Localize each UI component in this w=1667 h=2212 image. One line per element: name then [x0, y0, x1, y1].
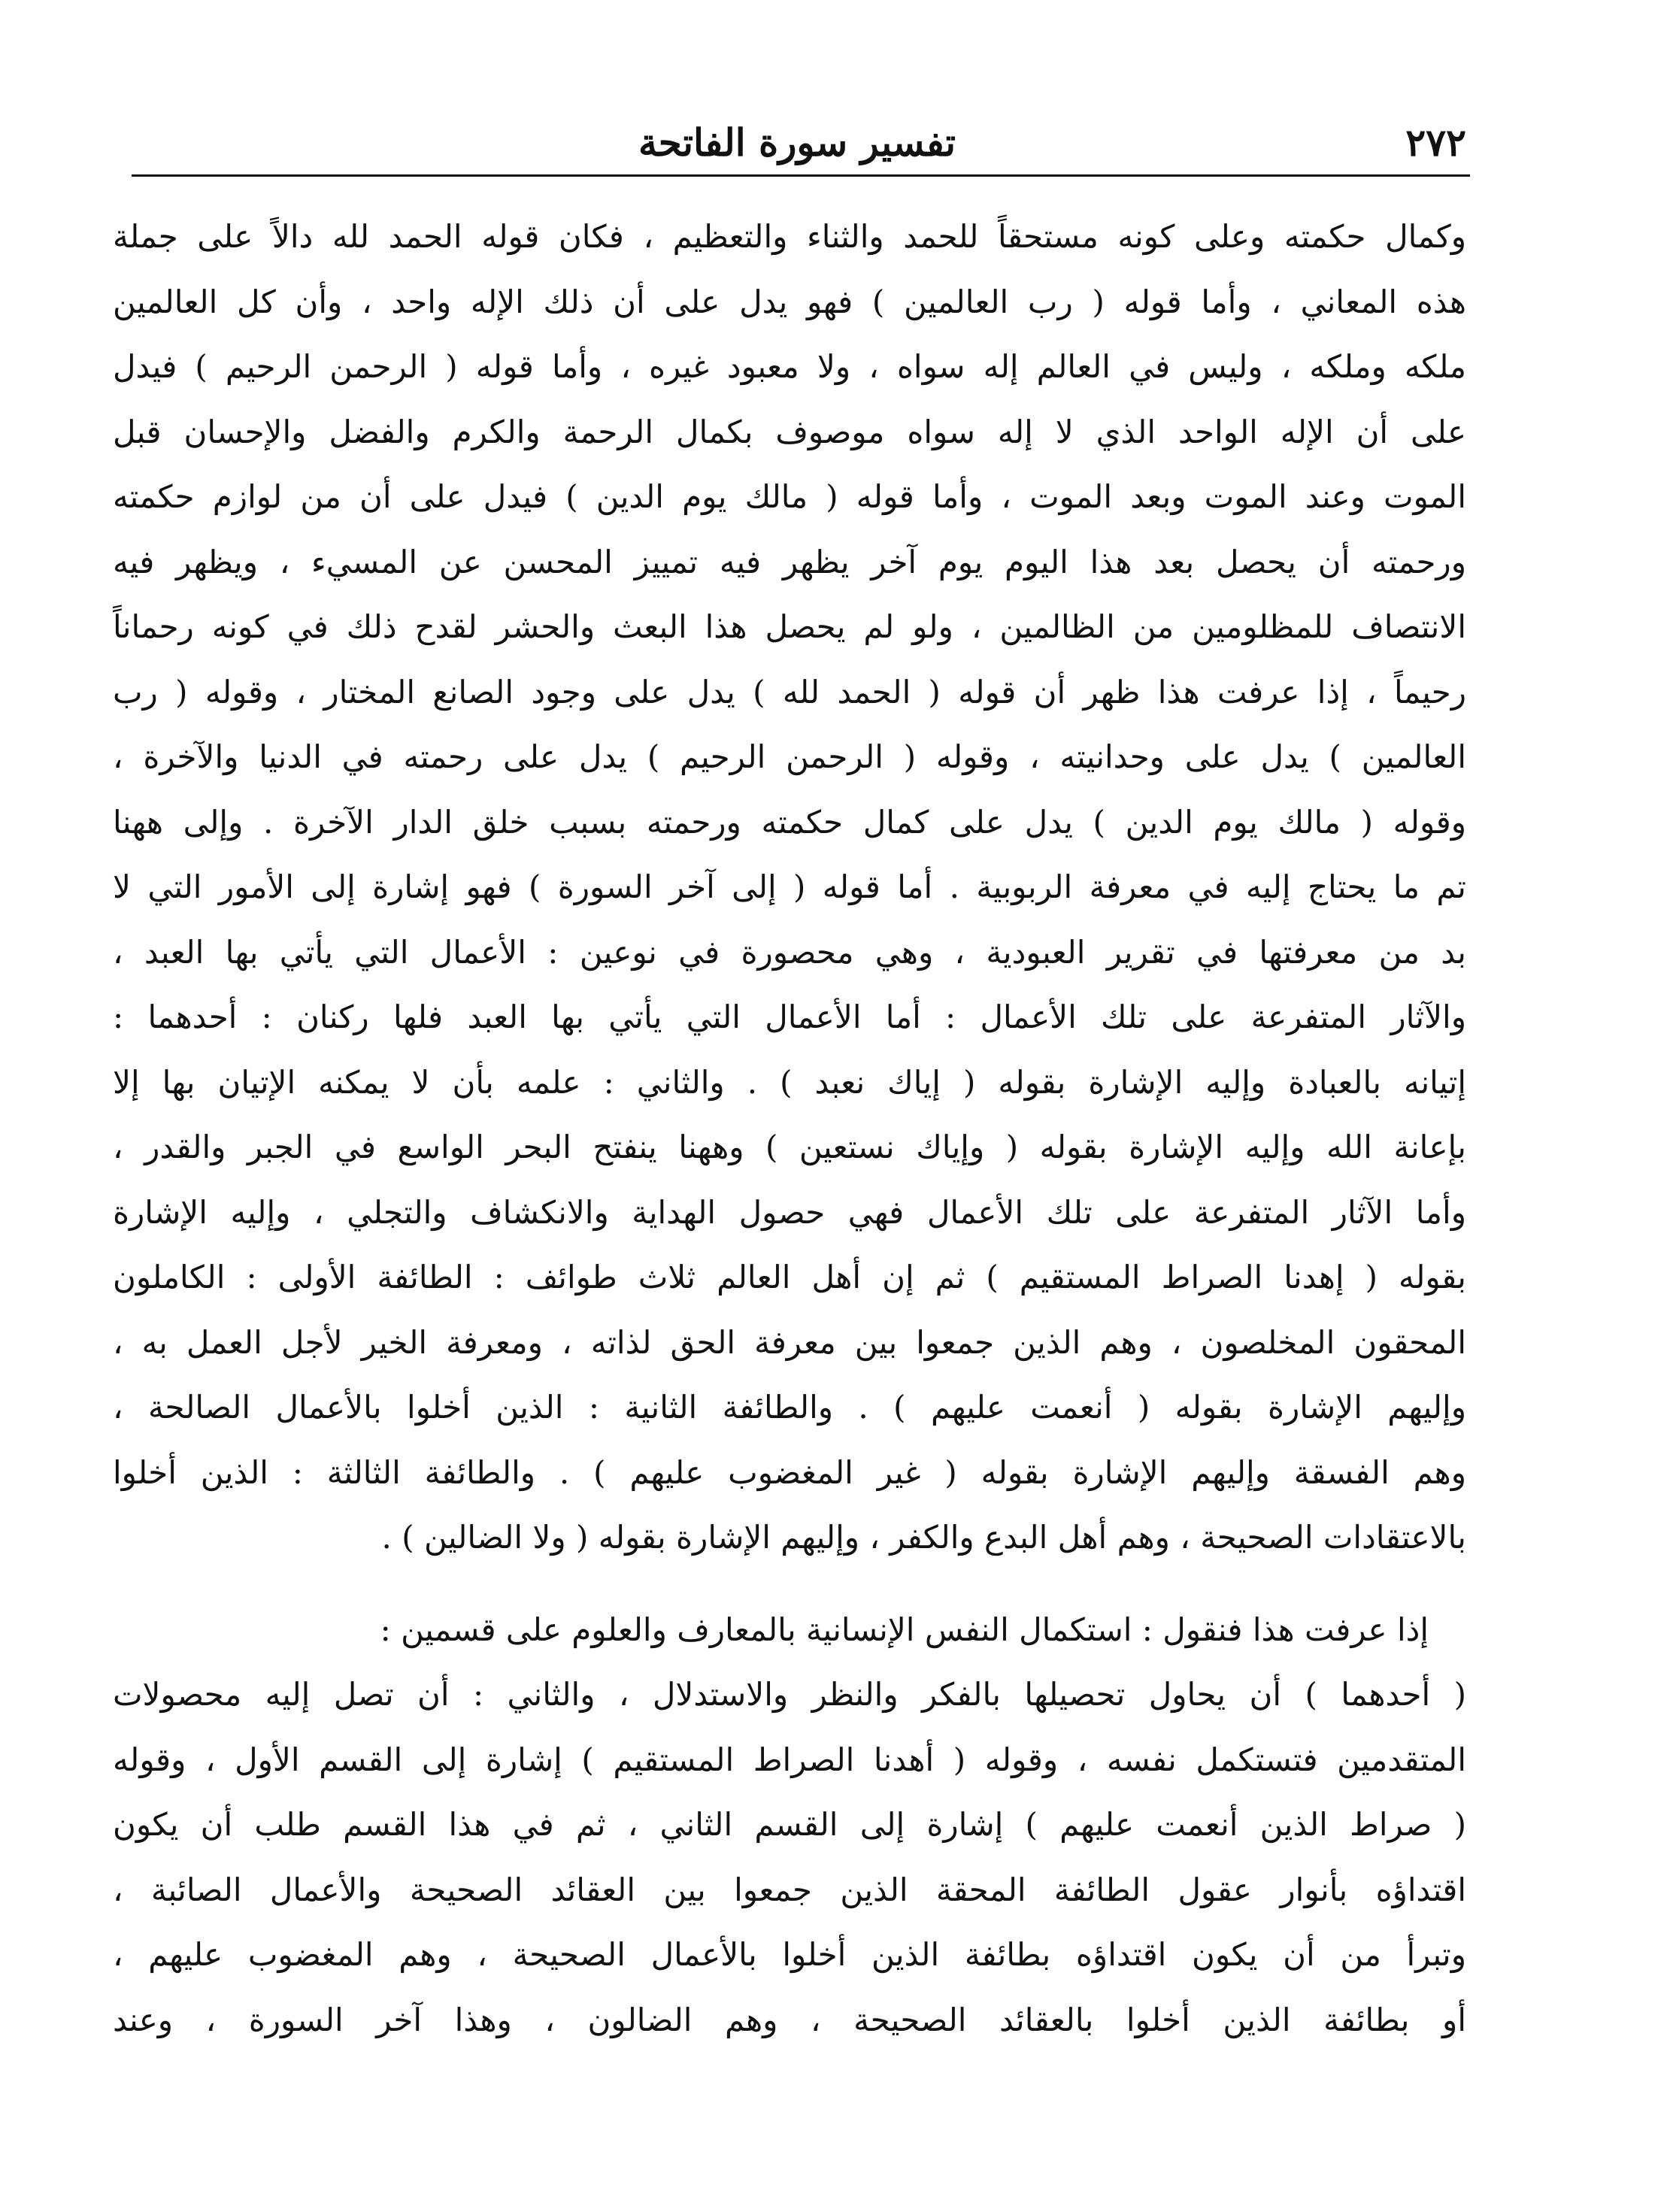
paragraph-gap — [113, 1571, 1466, 1598]
text-line: وقوله ( مالك يوم الدين ) يدل على كمال حكمته ورحمته بسبب خلق الدار الآخرة . وإلى ههنا — [113, 803, 1466, 841]
text-line: بقوله ( إهدنا الصراط المستقيم ) ثم إن أهل العالم ثلاث طوائف : الطائفة الأولى : الكاملون — [113, 1259, 1466, 1295]
text-line: والآثار المتفرعة على تلك الأعمال : أما الأعمال التي يأتي بها العبد فلها ركنان : أحدهما : — [113, 998, 1466, 1035]
page-number: ٢٧٢ — [1405, 120, 1466, 165]
text-line: وهم الفسقة وإليهم الإشارة بقوله ( غير المغضوب عليهم ) . والطائفة الثالثة : الذين أخلوا — [113, 1453, 1466, 1491]
header-rule — [132, 174, 1470, 177]
text-line: بإعانة الله وإليه الإشارة بقوله ( وإياك نستعين ) وههنا ينفتح البحر الواسع في الجبر والقدر ، — [113, 1129, 1466, 1165]
text-line: الموت وعند الموت وبعد الموت ، وأما قوله ( مالك يوم الدين ) فيدل على أن من لوازم حكمته — [113, 478, 1466, 515]
text-line: ( أحدهما ) أن يحاول تحصيلها بالفكر والنظر والاستدلال ، والثاني : أن تصل إليه محصولات — [113, 1676, 1466, 1713]
text-line: بد من معرفتها في تقرير العبودية ، وهي محصورة في نوعين : الأعمال التي يأتي بها العبد ، — [113, 933, 1466, 971]
text-line: بالاعتقادات الصحيحة ، وهم أهل البدع والكفر ، وإليهم الإشارة بقوله ( ولا الضالين ) . — [381, 1519, 1466, 1556]
text-line: اقتداؤه بأنوار عقول الطائفة المحقة الذين جمعوا بين العقائد الصحيحة والأعمال الصائبة ، — [113, 1871, 1466, 1908]
text-line: على أن الإله الواحد الذي لا إله سواه موصوف بكمال الرحمة والكرم والفضل والإحسان قبل — [113, 413, 1466, 450]
body-text — [113, 205, 1466, 2053]
text-line: ( صراط الذين أنعمت عليهم ) إشارة إلى القسم الثاني ، ثم في هذا القسم طلب أن يكون — [113, 1806, 1466, 1843]
text-line: الانتصاف للمظلومين من الظالمين ، ولو لم يحصل هذا البعث والحشر لقدح ذلك في كونه رحماناً — [113, 608, 1466, 645]
text-line: رحيماً ، إذا عرفت هذا ظهر أن قوله ( الحمد لله ) يدل على وجود الصانع المختار ، وقوله ( رب — [113, 673, 1466, 711]
text-line: إتيانه بالعبادة وإليه الإشارة بقوله ( إياك نعبد ) . والثاني : علمه بأن لا يمكنه الإتيان بها إلا — [113, 1063, 1466, 1101]
text-line: وكمال حكمته وعلى كونه مستحقاً للحمد والثناء والتعظيم ، فكان قوله الحمد لله دالاً على جملة — [113, 218, 1466, 255]
text-line: تم ما يحتاج إليه في معرفة الربوبية . أما قوله ( إلى آخر السورة ) فهو إشارة إلى الأمور التي لا — [113, 868, 1466, 905]
text-line: وإليهم الإشارة بقوله ( أنعمت عليهم ) . والطائفة الثانية : الذين أخلوا بالأعمال الصالحة ، — [113, 1389, 1466, 1426]
text-line: ورحمته أن يحصل بعد هذا اليوم يوم آخر يظهر فيه تمييز المحسن عن المسيء ، ويظهر فيه — [113, 543, 1466, 580]
text-line: ملكه وملكه ، وليس في العالم إله سواه ، ولا معبود غيره ، وأما قوله ( الرحمن الرحيم ) فيدل — [113, 348, 1466, 385]
paragraph-2 — [113, 1598, 1466, 2053]
text-line: وأما الآثار المتفرعة على تلك الأعمال فهي حصول الهداية والانكشاف والتجلي ، وإليه الإشارة — [113, 1193, 1466, 1231]
paragraph-1 — [113, 205, 1466, 1571]
text-line: المحقون المخلصون ، وهم الذين جمعوا بين معرفة الحق لذاته ، ومعرفة الخير لأجل العمل به ، — [113, 1323, 1466, 1361]
text-line: هذه المعاني ، وأما قوله ( رب العالمين ) فهو يدل على أن ذلك الإله واحد ، وأن كل العالمين — [113, 283, 1466, 320]
text-line: أو بطائفة الذين أخلوا بالعقائد الصحيحة ، وهم الضالون ، وهذا آخر السورة ، وعند — [113, 2001, 1466, 2038]
text-line: وتبرأ من أن يكون اقتداؤه بطائفة الذين أخلوا بالأعمال الصحيحة ، وهم المغضوب عليهم ، — [113, 1936, 1466, 1973]
page-header — [128, 113, 1466, 180]
text-line: إذا عرفت هذا فنقول : استكمال النفس الإنسانية بالمعارف والعلوم على قسمين : — [380, 1611, 1429, 1648]
text-line: المتقدمين فتستكمل نفسه ، وقوله ( أهدنا الصراط المستقيم ) إشارة إلى القسم الأول ، وقوله — [113, 1741, 1466, 1778]
running-title: تفسير سورة الفاتحة — [638, 120, 956, 165]
text-line: العالمين ) يدل على وحدانيته ، وقوله ( الرحمن الرحيم ) يدل على رحمته في الدنيا والآخرة ، — [113, 738, 1466, 775]
